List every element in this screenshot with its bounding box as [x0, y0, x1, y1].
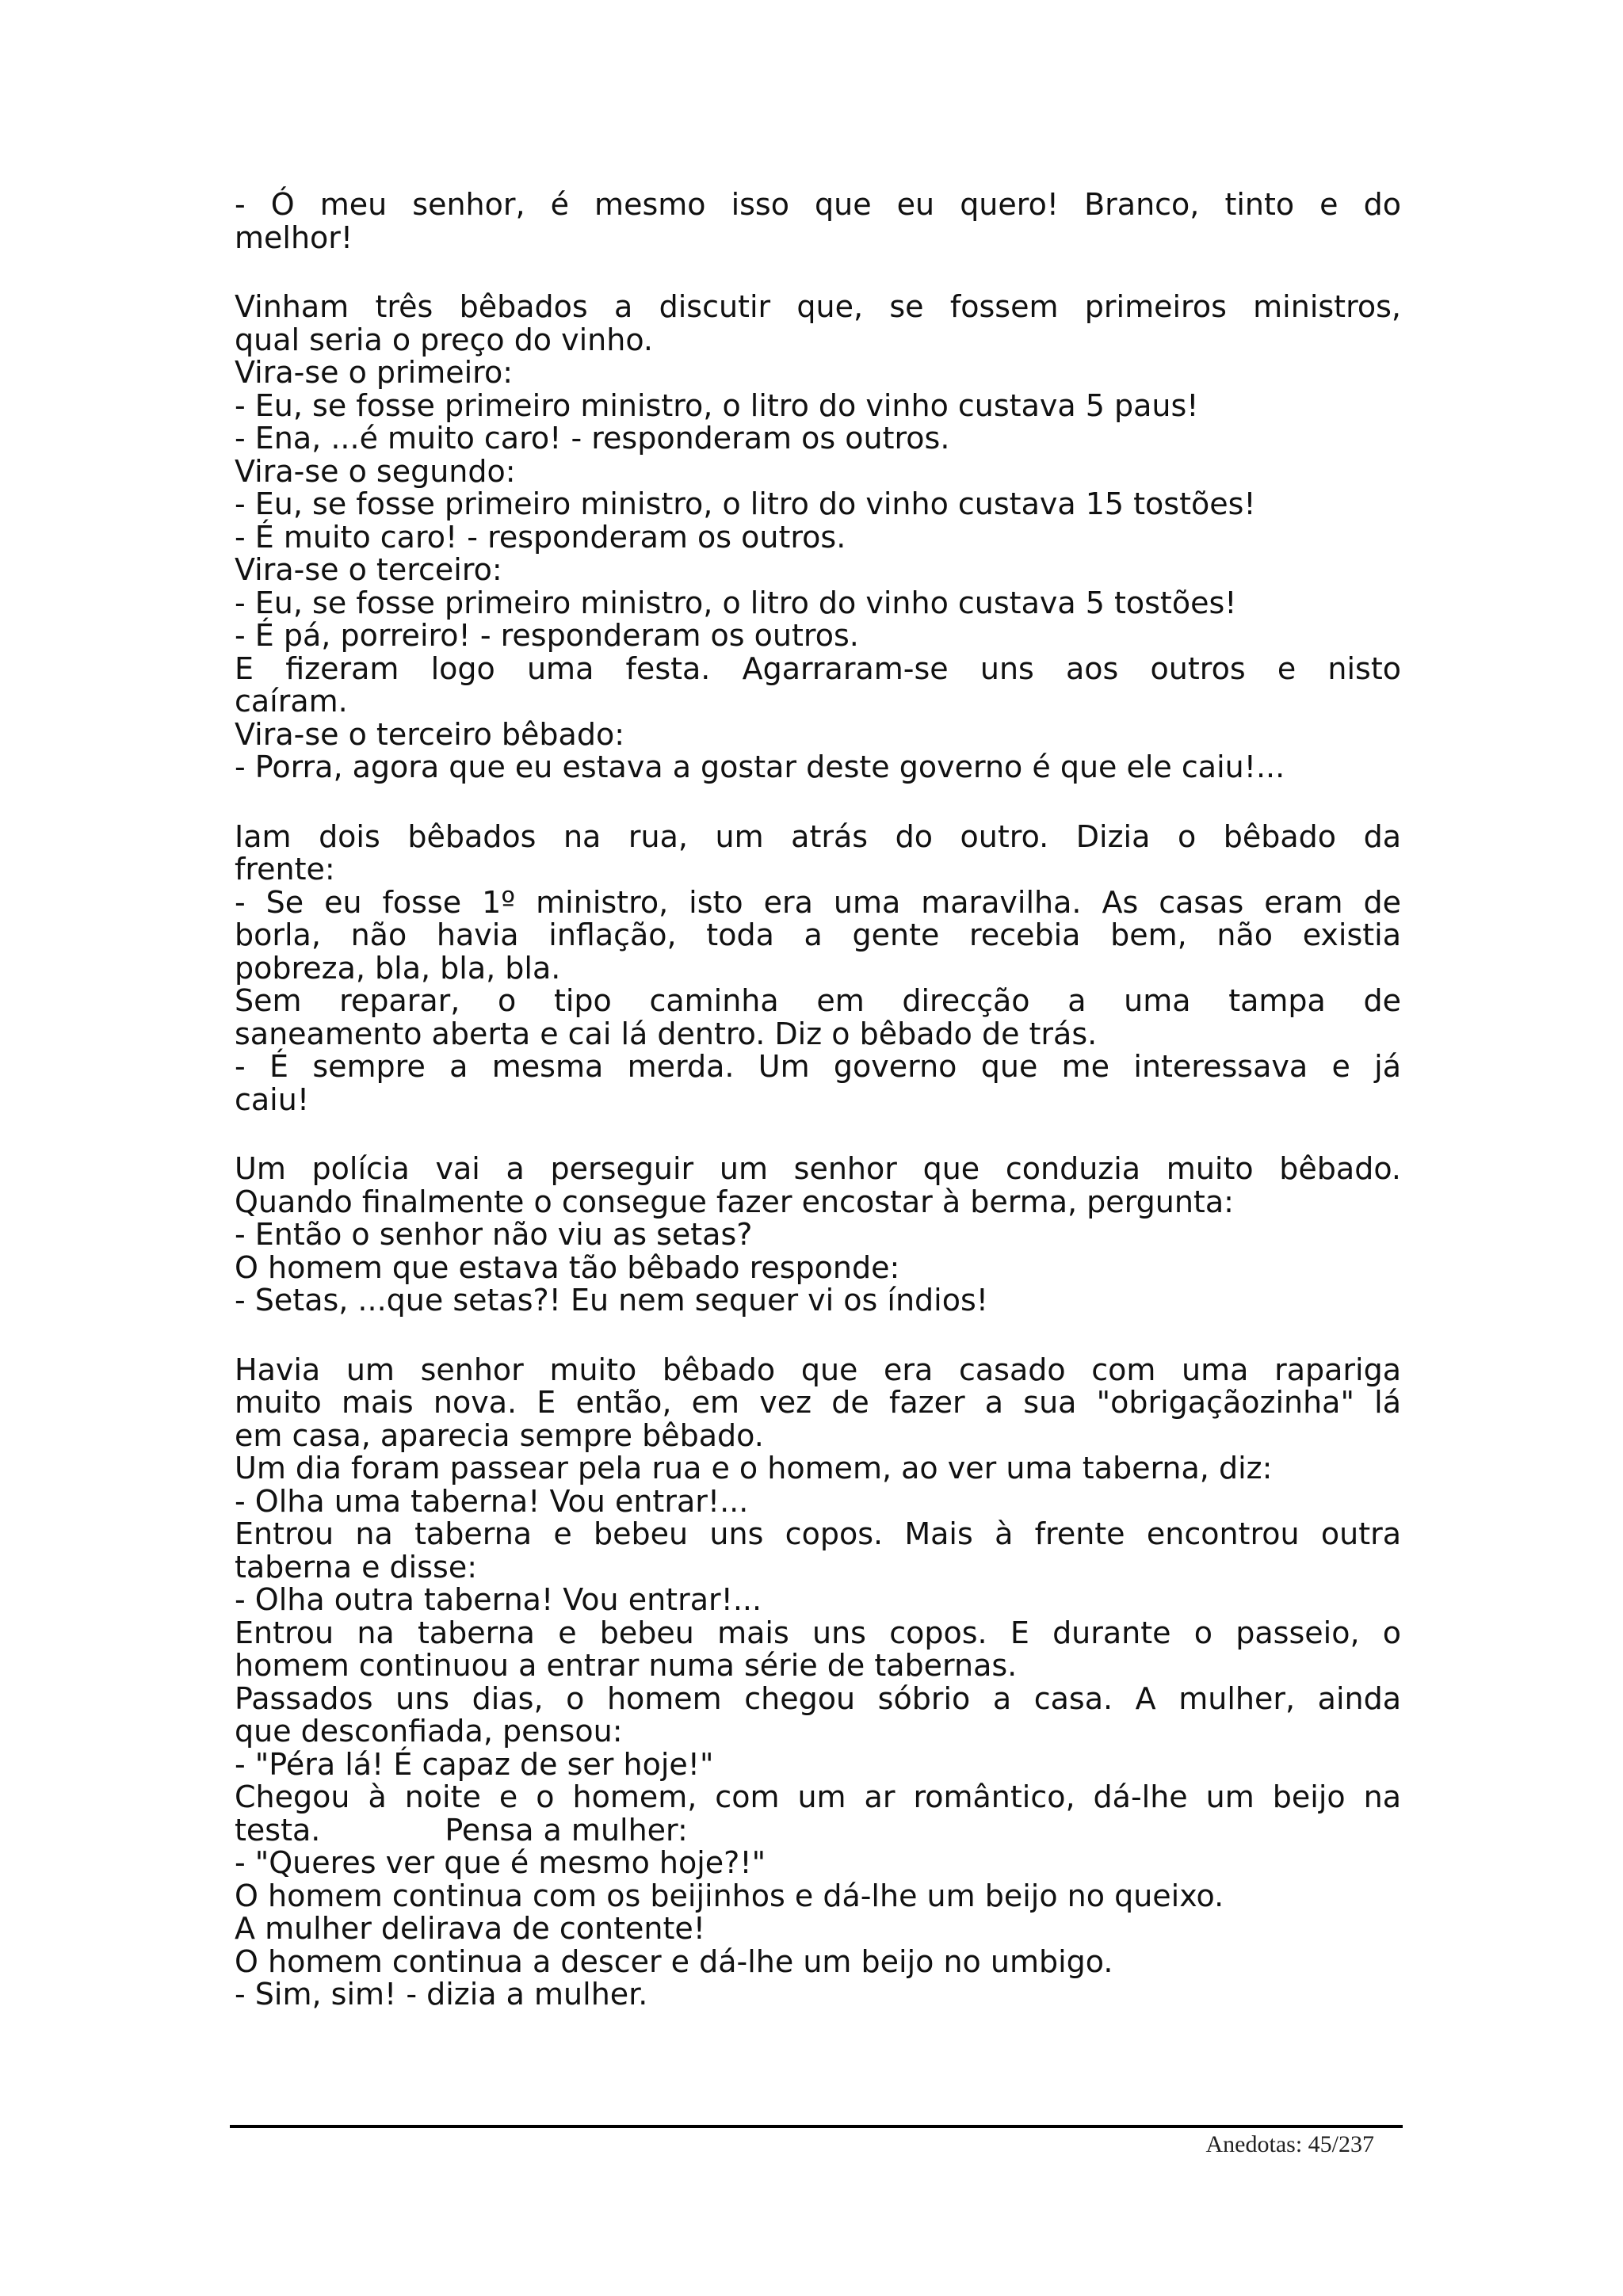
- text-line: - É pá, porreiro! - responderam os outros.: [235, 618, 859, 653]
- paragraph-gap: [235, 1116, 1401, 1153]
- text-line: E fizeram logo uma festa. Agarraram-se uns aos outros e nisto: [235, 650, 1401, 686]
- text-line: em casa, aparecia sempre bêbado.: [235, 1417, 764, 1453]
- text-line: - Setas, ...que setas?! Eu nem sequer vi os índios!: [235, 1283, 989, 1318]
- text-line: - Ena, ...é muito caro! - responderam os outros.: [235, 421, 950, 456]
- text-line: Sem reparar, o tipo caminha em direcção a uma tampa de: [235, 983, 1401, 1018]
- text-line: Passados uns dias, o homem chegou sóbrio a casa. A mulher, ainda: [235, 1680, 1401, 1716]
- text-line: taberna e disse:: [235, 1549, 478, 1585]
- text-line: - Eu, se fosse primeiro ministro, o litro do vinho custava 5 tostões!: [235, 585, 1237, 620]
- text-line: caiu!: [235, 1081, 310, 1117]
- text-line: Havia um senhor muito bêbado que era casado com uma rapariga: [235, 1352, 1401, 1387]
- joke-paragraph: [235, 818, 1401, 1117]
- text-line: Entrou na taberna e bebeu mais uns copos. E durante o passeio, o: [235, 1615, 1401, 1650]
- text-line: Vira-se o segundo:: [235, 453, 516, 489]
- text-line: homem continuou a entrar numa série de tabernas.: [235, 1648, 1018, 1683]
- text-line: - "Péra lá! É capaz de ser hoje!": [235, 1746, 714, 1782]
- text-line: - Eu, se fosse primeiro ministro, o litro do vinho custava 5 paus!: [235, 387, 1199, 423]
- text-line: - Eu, se fosse primeiro ministro, o litro do vinho custava 15 tostões!: [235, 486, 1256, 521]
- text-line: saneamento aberta e cai lá dentro. Diz o bêbado de trás.: [235, 1016, 1098, 1051]
- text-line: Entrou na taberna e bebeu uns copos. Mais à frente encontrou outra: [235, 1516, 1401, 1551]
- text-line: melhor!: [235, 219, 353, 255]
- text-line: A mulher delirava de contente!: [235, 1911, 705, 1946]
- text-line: - Ó meu senhor, é mesmo isso que eu quero! Branco, tinto e do: [235, 187, 1401, 222]
- text-line: - "Queres ver que é mesmo hoje?!": [235, 1845, 766, 1880]
- text-line: borla, não havia inflação, toda a gente recebia bem, não existia: [235, 917, 1401, 952]
- text-line: Chegou à noite e o homem, com um ar romântico, dá-lhe um beijo na: [235, 1779, 1401, 1814]
- text-line: O homem continua a descer e dá-lhe um beijo no umbigo.: [235, 1943, 1113, 1979]
- text-line: - Porra, agora que eu estava a gostar deste governo é que ele caiu!...: [235, 749, 1285, 784]
- text-line: - Então o senhor não viu as setas?: [235, 1217, 753, 1252]
- text-line: O homem que estava tão bêbado responde:: [235, 1249, 900, 1285]
- text-line: Iam dois bêbados na rua, um atrás do outro. Dizia o bêbado da: [235, 818, 1401, 854]
- text-line: muito mais nova. E então, em vez de fazer a sua "obrigaçãozinha" lá: [235, 1385, 1401, 1420]
- text-line: Vira-se o terceiro:: [235, 552, 502, 587]
- text-line: - Se eu fosse 1º ministro, isto era uma maravilha. As casas eram de: [235, 884, 1401, 920]
- text-line: Vira-se o terceiro bêbado:: [235, 716, 625, 752]
- text-line: - É muito caro! - responderam os outros.: [235, 519, 846, 555]
- joke-paragraph: [235, 189, 1401, 254]
- text-line: O homem continua com os beijinhos e dá-lhe um beijo no queixo.: [235, 1878, 1224, 1913]
- text-line: - Sim, sim! - dizia a mulher.: [235, 1977, 648, 2012]
- footer-rule: [230, 2125, 1403, 2128]
- text-line: - Olha outra taberna! Vou entrar!...: [235, 1582, 762, 1617]
- page-body: [235, 189, 1401, 2012]
- joke-paragraph: [235, 291, 1401, 784]
- text-line: Vira-se o primeiro:: [235, 355, 514, 390]
- text-line: - É sempre a mesma merda. Um governo que me interessava e já: [235, 1049, 1401, 1084]
- joke-paragraph: [235, 1354, 1401, 2012]
- page-footer: Anedotas: 45/237: [1205, 2131, 1374, 2157]
- text-line: caíram.: [235, 684, 348, 719]
- text-line: que desconfiada, pensou:: [235, 1714, 623, 1749]
- paragraph-gap: [235, 254, 1401, 291]
- paragraph-gap: [235, 1318, 1401, 1354]
- text-line: qual seria o preço do vinho.: [235, 322, 654, 357]
- text-line: pobreza, bla, bla, bla.: [235, 950, 561, 986]
- joke-paragraph: [235, 1153, 1401, 1318]
- text-line: Um dia foram passear pela rua e o homem, ao ver uma taberna, diz:: [235, 1451, 1273, 1486]
- text-line: testa. Pensa a mulher:: [235, 1812, 688, 1848]
- text-line: Quando finalmente o consegue fazer encostar à berma, pergunta:: [235, 1184, 1234, 1219]
- text-line: frente:: [235, 852, 335, 887]
- paragraph-gap: [235, 784, 1401, 821]
- text-line: Um polícia vai a perseguir um senhor que conduzia muito bêbado.: [235, 1151, 1401, 1186]
- text-line: Vinham três bêbados a discutir que, se fossem primeiros ministros,: [235, 289, 1401, 324]
- text-line: - Olha uma taberna! Vou entrar!...: [235, 1483, 749, 1519]
